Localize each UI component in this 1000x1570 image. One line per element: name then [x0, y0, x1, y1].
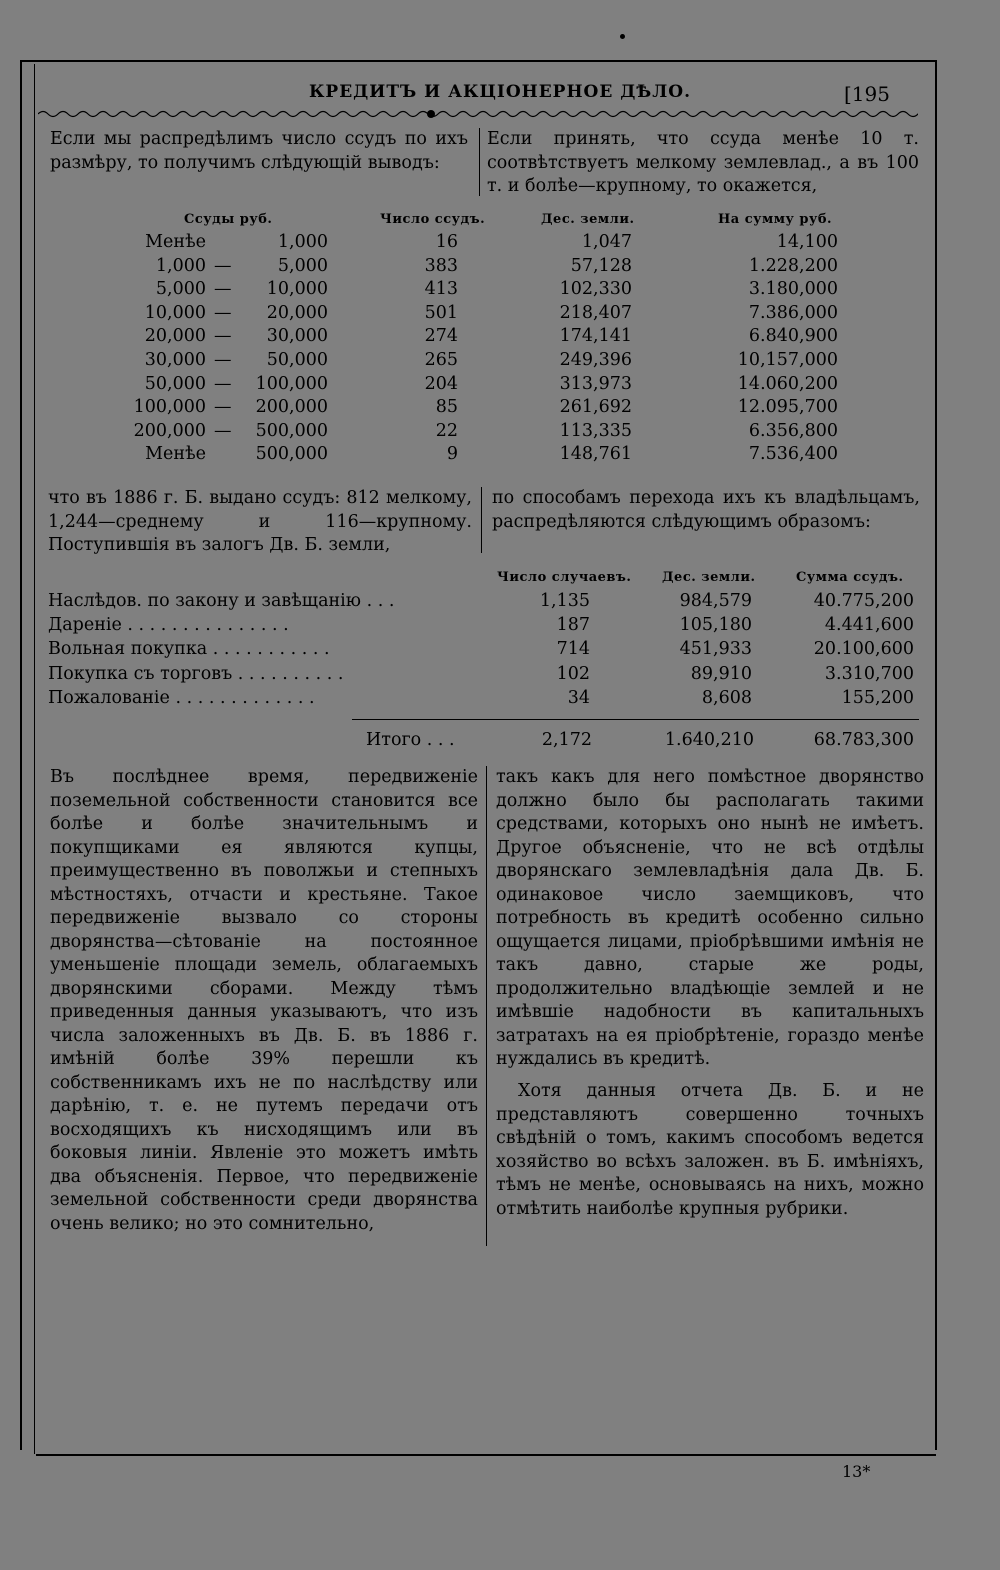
- loan-range-dash: —: [214, 255, 232, 276]
- body-right-paragraph-1: такъ какъ для него помѣстное дворянство должно было бы располагать такими средствами, которыхъ оно нынѣ не имѣетъ. Другое объясненіе, что не всѣ отдѣлы дворянскаго землевладѣнія дала Дв. Б. одинаковое число заемщиковъ, что потребность въ кредитѣ особенно сильно ощущается лицами, пріобрѣвшими имѣнія не такъ давно, старые же роды, продолжительно владѣющіе землей и не имѣвшіе надобности въ капитальныхъ затратахъ на ея пріобрѣтеніе, гораздо менѣе нуждались въ кредитѣ.: [496, 767, 924, 1069]
- land-desiatinas: 89,910: [690, 663, 752, 684]
- running-header: КРЕДИТЪ И АКЦIОНЕРНОЕ ДѢЛО.: [308, 82, 692, 102]
- loan-sum: 6.840,900: [748, 326, 838, 347]
- page-frame-left: [20, 60, 22, 1450]
- loan-range-from: 5,000: [155, 279, 206, 300]
- transfer-method-label: Вольная покупка . . . . . . . . . . .: [48, 639, 330, 660]
- loan-range-to: 500,000: [255, 420, 328, 441]
- loan-range-dash: —: [214, 302, 232, 323]
- loan-range-to: 5,000: [277, 255, 328, 276]
- loan-range-from: 200,000: [133, 420, 206, 441]
- transfer-method-label: Дареніе . . . . . . . . . . . . . . .: [48, 615, 289, 636]
- loan-range-dash: —: [214, 279, 232, 300]
- loan-count: 265: [424, 350, 458, 370]
- loan-range-from: 1,000: [155, 255, 206, 276]
- loan-range-dash: —: [214, 326, 232, 347]
- land-desiatinas: 105,180: [679, 615, 752, 636]
- land-desiatinas: 451,933: [679, 639, 752, 660]
- loan-range-from: 30,000: [144, 350, 206, 370]
- loan-range-dash: —: [214, 350, 232, 370]
- mid-right-text: по способамъ перехода ихъ къ владѣльцамъ, распредѣляются слѣдующимъ образомъ:: [492, 488, 920, 532]
- loan-range-dash: —: [214, 397, 232, 418]
- page-frame-right: [935, 60, 937, 1450]
- loan-range-from: 100,000: [133, 397, 206, 418]
- land-desiatinas: 102,330: [559, 279, 632, 300]
- transfer-method-label: Пожалованіе . . . . . . . . . . . . .: [48, 687, 315, 708]
- mid-left-text: что въ 1886 г. Б. выдано ссудъ: 812 мелкому, 1,244—среднему и 116—крупному. Поступившія въ залогъ Дв. Б. земли,: [48, 488, 472, 555]
- loan-count: 274: [424, 326, 458, 347]
- loan-range-to: 50,000: [266, 350, 328, 370]
- loan-sum: 4.441,600: [824, 615, 914, 636]
- ink-speck: [620, 34, 625, 39]
- loan-sum: 3.180,000: [748, 279, 838, 300]
- land-desiatinas: 113,335: [559, 420, 632, 441]
- body-right-paragraph-2: Хотя данныя отчета Дв. Б. и не представляютъ совершенно точныхъ свѣдѣній о томъ, какимъ способомъ ведется хозяйство во всѣхъ заложен. въ Б. имѣніяхъ, тѣмъ не менѣе, основываясь на нихъ, можно отмѣтить наиболѣе крупныя рубрики.: [496, 1081, 924, 1219]
- land-desiatinas: 148,761: [559, 444, 632, 465]
- loan-sum: 40.775,200: [813, 591, 914, 611]
- loan-count: 85: [435, 397, 458, 418]
- loan-count: 16: [435, 232, 458, 252]
- page-number: [195: [844, 82, 890, 106]
- intro-right-text: Если принять, что ссуда менѣе 10 т. соотвѣтствуетъ мелкому землевлад., а въ 100 т. и болѣе—крупному, то окажется,: [487, 129, 919, 196]
- transfer-method-label: Покупка съ торговъ . . . . . . . . . .: [48, 663, 344, 684]
- loan-sum: 14.060,200: [737, 373, 838, 394]
- transfer-method-label: Наслѣдов. по закону и завѣщанію . . .: [48, 591, 395, 611]
- column-divider: [479, 128, 480, 196]
- total-label: Итого . . .: [366, 730, 455, 750]
- loan-sum: 3.310,700: [824, 663, 914, 684]
- page-frame-inner-left: [34, 64, 35, 1454]
- loan-range-dash: —: [214, 373, 232, 394]
- loan-range-to: 100,000: [255, 373, 328, 394]
- loan-sum: 12.095,700: [737, 397, 838, 418]
- loan-range-from: Менѣе: [145, 232, 206, 252]
- loan-count: 22: [435, 420, 458, 441]
- loan-sum: 7.386,000: [748, 302, 838, 323]
- loan-range-to: 30,000: [266, 326, 328, 347]
- total-rule: [352, 719, 919, 720]
- loan-range-from: 10,000: [144, 302, 206, 323]
- table1-header-land: Дес. земли.: [541, 212, 635, 227]
- loan-range-to: 10,000: [266, 279, 328, 300]
- loan-range-to: 500,000: [255, 444, 328, 465]
- column-divider: [481, 487, 482, 553]
- loan-range-from: 20,000: [144, 326, 206, 347]
- column-divider: [486, 766, 487, 1246]
- table2-header-cases: Число случаевъ.: [497, 570, 632, 585]
- total-count: 2,172: [541, 730, 592, 750]
- loan-range-to: 1,000: [277, 232, 328, 252]
- case-count: 187: [556, 615, 590, 636]
- loan-range-from: 50,000: [144, 373, 206, 394]
- loan-range-dash: —: [214, 420, 232, 441]
- loan-sum: 1.228,200: [748, 255, 838, 276]
- land-desiatinas: 249,396: [559, 350, 632, 370]
- loan-sum: 155,200: [841, 687, 914, 708]
- page-frame-top: [22, 60, 936, 62]
- loan-sum: 10,157,000: [737, 350, 838, 370]
- case-count: 714: [556, 639, 590, 660]
- table1-header-loans: Ссуды руб.: [184, 212, 273, 227]
- loan-sum: 6.356,800: [748, 420, 838, 441]
- case-count: 102: [556, 663, 590, 684]
- table1-header-sum: На сумму руб.: [718, 212, 833, 227]
- table1-header-count: Число ссудъ.: [380, 212, 486, 227]
- loan-count: 204: [424, 373, 458, 394]
- page-frame-bottom: [36, 1454, 936, 1456]
- land-desiatinas: 8,608: [701, 687, 752, 708]
- loan-sum: 14,100: [776, 232, 838, 252]
- loan-range-to: 20,000: [266, 302, 328, 323]
- land-desiatinas: 261,692: [559, 397, 632, 418]
- table2-header-sum: Сумма ссудъ.: [796, 570, 904, 585]
- loan-range-to: 200,000: [255, 397, 328, 418]
- case-count: 1,135: [539, 591, 590, 611]
- land-desiatinas: 174,141: [559, 326, 632, 347]
- loan-count: 501: [424, 302, 458, 323]
- loan-range-from: Менѣе: [145, 444, 206, 465]
- loan-count: 383: [424, 255, 458, 276]
- total-sum: 68.783,300: [813, 730, 914, 750]
- signature-mark: 13*: [842, 1462, 871, 1481]
- land-desiatinas: 57,128: [570, 255, 632, 276]
- ornamental-rule: [38, 108, 918, 120]
- land-desiatinas: 1,047: [581, 232, 632, 252]
- land-desiatinas: 984,579: [679, 591, 752, 611]
- land-desiatinas: 218,407: [559, 302, 632, 323]
- body-left-text: Въ послѣднее время, передвиженіе поземельной собственности становится все болѣе и болѣе значительнымъ и покупщиками ея являются купцы, преимущественно въ поволжьи и степныхъ мѣстностяхъ, отчасти и крестьяне. Такое передвиженіе вызвало со стороны дворянства—сѣтованіе на постоянное уменьшеніе площади земель, облагаемыхъ дворянскими сборами. Между тѣмъ приведенныя данныя указываютъ, что изъ числа заложенныхъ въ Дв. Б. въ 1886 г. имѣній болѣе 39% перешли къ собственникамъ ихъ не по наслѣдству или дарѣнію, т. е. не путемъ передачи отъ восходящихъ къ нисходящимъ или въ боковыя линіи. Явленіе это можетъ имѣть два объясненія. Первое, что передвиженіе земельной собственности среди дворянства очень велико; но это сомнительно,: [50, 767, 478, 1234]
- intro-left-text: Если мы распредѣлимъ число ссудъ по ихъ размѣру, то получимъ слѣдующій выводъ:: [50, 129, 468, 173]
- loan-count: 9: [446, 444, 458, 465]
- loan-sum: 7.536,400: [748, 444, 838, 465]
- case-count: 34: [567, 687, 590, 708]
- land-desiatinas: 313,973: [559, 373, 632, 394]
- loan-count: 413: [424, 279, 458, 300]
- total-land: 1.640,210: [664, 730, 754, 750]
- table2-header-land: Дес. земли.: [662, 570, 756, 585]
- loan-sum: 20.100,600: [813, 639, 914, 660]
